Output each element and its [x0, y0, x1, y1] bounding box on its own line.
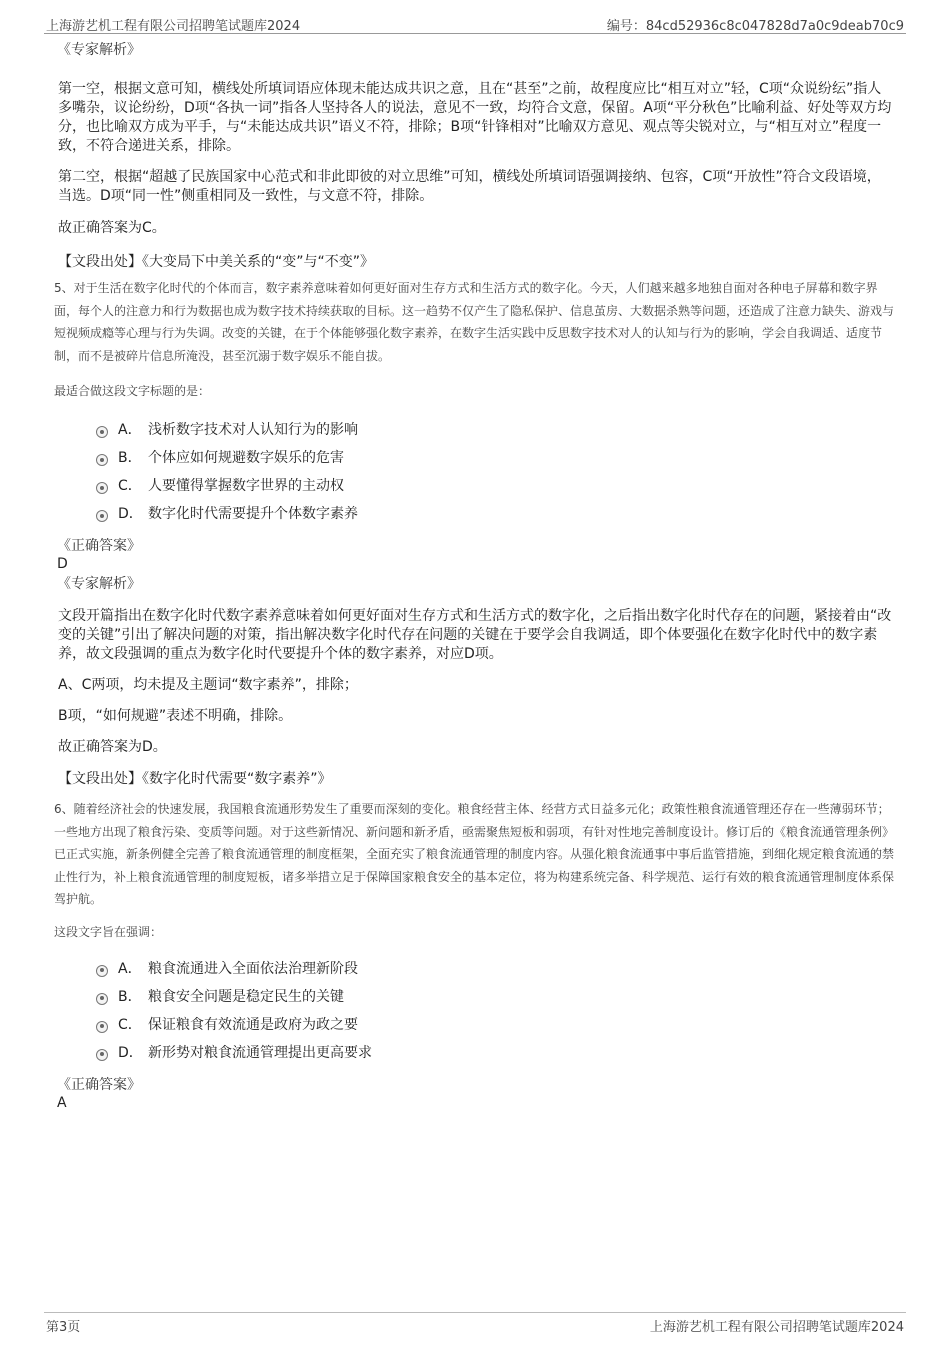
- q6-prompt: 这段文字旨在强调：: [54, 924, 163, 939]
- page-header: [44, 14, 906, 34]
- page-content: [54, 40, 896, 1112]
- option-letter: A．: [118, 960, 142, 977]
- option-letter: B．: [118, 988, 142, 1005]
- q6-option-c[interactable]: [96, 1011, 896, 1039]
- q5-option-d[interactable]: [96, 500, 896, 528]
- page-footer: [44, 1312, 906, 1334]
- option-letter: D．: [118, 506, 143, 522]
- option-text: 粮食流通进入全面依法治理新阶段: [148, 960, 358, 977]
- q6-answer: A: [57, 1094, 67, 1111]
- q5-analysis-2: A、C两项，均未提及主题词“数字素养”，排除；: [58, 677, 358, 693]
- radio-button-icon[interactable]: [96, 1049, 108, 1061]
- option-letter: A．: [118, 422, 142, 438]
- q5-question-text: 5、对于生活在数字化时代的个体而言，数字素养意味着如何更好面对生存方式和生活方式的数字化。今天，人们越来越多地独自面对各种电子屏幕和数字界面，每个人的注意力和行为数据也成为数字技术持续获取的目标。这一趋势不仅产生了隐私保护、信息茧房、大数据杀熟等问题，还造成了注意力缺失、游戏与短视频成瘾等心理与行为失调。改变的关键，在于个体能够强化数字素养，在数字生活实践中反思数字技术对人的认知与行为的影响，学会自我调适、适度节制，而不是被碎片信息所淹没，甚至沉溺于数字娱乐不能自拔。: [54, 281, 895, 363]
- q5-prompt: 最适合做这段文字标题的是：: [54, 384, 211, 398]
- q4-analysis-3: 故正确答案为C。: [58, 220, 166, 236]
- option-text: 个体应如何规避数字娱乐的危害: [148, 450, 344, 466]
- q5-option-c[interactable]: [96, 472, 896, 500]
- footer-title: 上海游艺机工程有限公司招聘笔试题库2024: [649, 1320, 904, 1335]
- q4-expert-label: 《专家解析》: [57, 42, 141, 58]
- q5-option-b[interactable]: [96, 444, 896, 472]
- radio-button-icon[interactable]: [96, 454, 108, 466]
- q4-analysis-2: 第二空，根据“超越了民族国家中心范式和非此即彼的对立思维”可知，横线处所填词语强调接纳、包容，C项“开放性”符合文段语境，当选。D项“同一性”侧重相同及一致性，与文意不符，排除。: [58, 169, 881, 204]
- option-text: 浅析数字技术对人认知行为的影响: [148, 422, 358, 438]
- header-serial: 编号：84cd52936c8c047828d7a0c9deab70c9: [606, 19, 904, 34]
- q5-option-a[interactable]: [96, 416, 896, 444]
- q5-analysis-3: B项，“如何规避”表述不明确，排除。: [58, 708, 293, 724]
- q6-options: [96, 955, 896, 1067]
- q5-source: 【文段出处】《数字化时代需要“数字素养”》: [58, 771, 332, 787]
- radio-button-icon[interactable]: [96, 482, 108, 494]
- option-letter: C．: [118, 478, 142, 494]
- radio-button-icon[interactable]: [96, 426, 108, 438]
- q5-analysis-1: 文段开篇指出在数字化时代数字素养意味着如何更好面对生存方式和生活方式的数字化，之后指出数字化时代存在的问题，紧接着由“改变的关键”引出了解决问题的对策，指出解决数字化时代存在问题的关键在于要学会自我调适，即个体要强化在数字化时代中的数字素养，故文段强调的重点为数字化时代要提升个体的数字素养，对应D项。: [58, 608, 892, 662]
- radio-button-icon[interactable]: [96, 993, 108, 1005]
- radio-button-icon[interactable]: [96, 965, 108, 977]
- option-text: 新形势对粮食流通管理提出更高要求: [148, 1044, 372, 1061]
- footer-page-number: 第3页: [46, 1320, 81, 1335]
- option-text: 人要懂得掌握数字世界的主动权: [148, 478, 344, 494]
- q6-answer-label: 《正确答案》: [57, 1076, 141, 1093]
- radio-button-icon[interactable]: [96, 510, 108, 522]
- q5-answer: D: [57, 556, 68, 572]
- q4-analysis-1: 第一空，根据文意可知，横线处所填词语应体现未能达成共识之意，且在“甚至”之前，故程度应比“相互对立”轻，C项“众说纷纭”指人多嘴杂，议论纷纷，D项“各执一词”指各人坚持各人的说法，意见不一致，均符合文意，保留。A项“平分秋色”比喻利益、好处等双方均分，也比喻双方成为平手，与“未能达成共识”语义不符，排除；B项“针锋相对”比喻双方意见、观点等尖锐对立，与“相互对立”程度一致，不符合递进关系，排除。: [58, 81, 892, 154]
- q6-option-b[interactable]: [96, 983, 896, 1011]
- q5-options: [96, 416, 896, 528]
- header-title: 上海游艺机工程有限公司招聘笔试题库2024: [46, 19, 301, 34]
- q6-option-a[interactable]: [96, 955, 896, 983]
- q5-expert-label: 《专家解析》: [57, 576, 141, 592]
- q4-source: 【文段出处】《大变局下中美关系的“变”与“不变”》: [58, 254, 375, 270]
- option-letter: B．: [118, 450, 142, 466]
- q5-analysis-4: 故正确答案为D。: [58, 739, 167, 755]
- q6-option-d[interactable]: [96, 1039, 896, 1067]
- option-text: 粮食安全问题是稳定民生的关键: [148, 988, 344, 1005]
- option-text: 数字化时代需要提升个体数字素养: [148, 506, 358, 522]
- option-text: 保证粮食有效流通是政府为政之要: [148, 1016, 358, 1033]
- option-letter: D．: [118, 1044, 143, 1061]
- q6-question-text: 6、随着经济社会的快速发展，我国粮食流通形势发生了重要而深刻的变化。粮食经营主体、经营方式日益多元化；政策性粮食流通管理还存在一些薄弱环节；一些地方出现了粮食污染、变质等问题。对于这些新情况、新问题和新矛盾，亟需聚焦短板和弱项，有针对性地完善制度设计。修订后的《粮食流通管理条例》已正式实施，新条例健全完善了粮食流通管理的制度框架，全面充实了粮食流通管理的制度内容。从强化粮食流通事中事后监管措施，到细化规定粮食流通的禁止性行为，补上粮食流通管理的制度短板，诸多举措立足于保障国家粮食安全的基本定位，将为构建系统完备、科学规范、运行有效的粮食流通管理制度体系保驾护航。: [54, 802, 895, 906]
- option-letter: C．: [118, 1016, 142, 1033]
- q5-answer-label: 《正确答案》: [57, 538, 141, 554]
- radio-button-icon[interactable]: [96, 1021, 108, 1033]
